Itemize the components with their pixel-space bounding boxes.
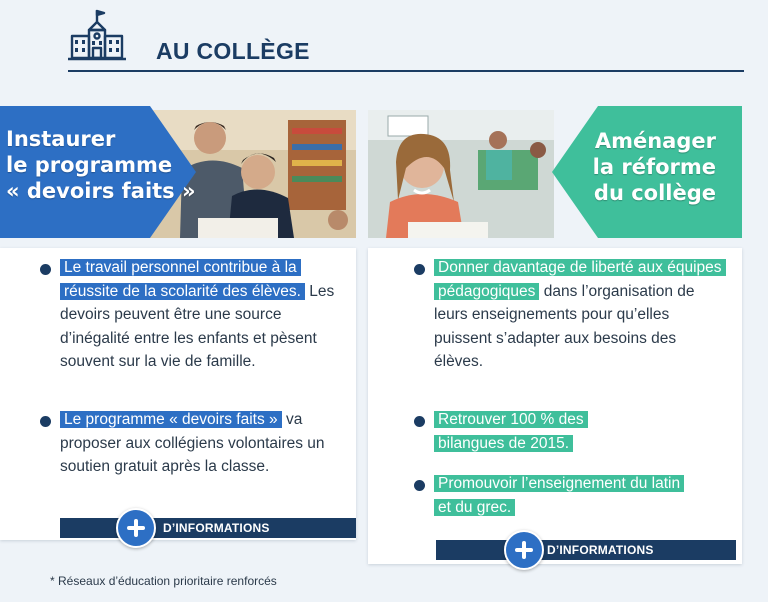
list-item: Le travail personnel contribue à la réussite de la scolarité des élèves. Les devoirs peuvent être une source d’inégalité entre les enfants et pèsent souvent sur la vie de famille. [60,259,335,370]
banner-title-devoirs-faits: Instaurer le programme « devoirs faits » [6,127,196,203]
list-item: Le programme « devoirs faits » va proposer aux collégiens volontaires un soutien gratuit après la classe. [60,411,325,475]
header-divider [68,70,744,72]
panel-devoirs-faits [0,102,356,568]
photo-smiling-student-classroom [368,110,554,238]
plus-icon[interactable] [116,508,156,548]
bullet-icon [40,264,51,275]
bullet-icon [414,480,425,491]
bullet-icon [414,416,425,427]
list-item: Donner davantage de liberté aux équipes pédagogiques dans l’organisation de leurs enseignements pour qu’elles puissent s’adapter aux besoins des élèves. [434,256,724,374]
page-header [68,8,744,74]
bullet-icon [40,416,51,427]
list-item: Retrouver 100 % des bilangues de 2015. [434,408,634,455]
footnote: * Réseaux d’éducation prioritaire renforcés [50,574,277,588]
school-building-icon [68,8,126,62]
banner-title-reforme-college: Aménager la réforme du collège [592,129,716,205]
card-reforme-college [368,248,742,564]
bullet-icon [414,264,425,275]
plus-icon[interactable] [504,530,544,570]
list-item: Promouvoir l’enseignement du latin et du grec. [434,472,684,519]
more-info-link[interactable]: D’INFORMATIONS [436,540,736,560]
page-title: AU COLLÈGE [156,38,310,64]
panel-reforme-college [368,102,742,568]
card-devoirs-faits [0,248,356,540]
more-info-link[interactable]: D’INFORMATIONS [60,518,356,538]
